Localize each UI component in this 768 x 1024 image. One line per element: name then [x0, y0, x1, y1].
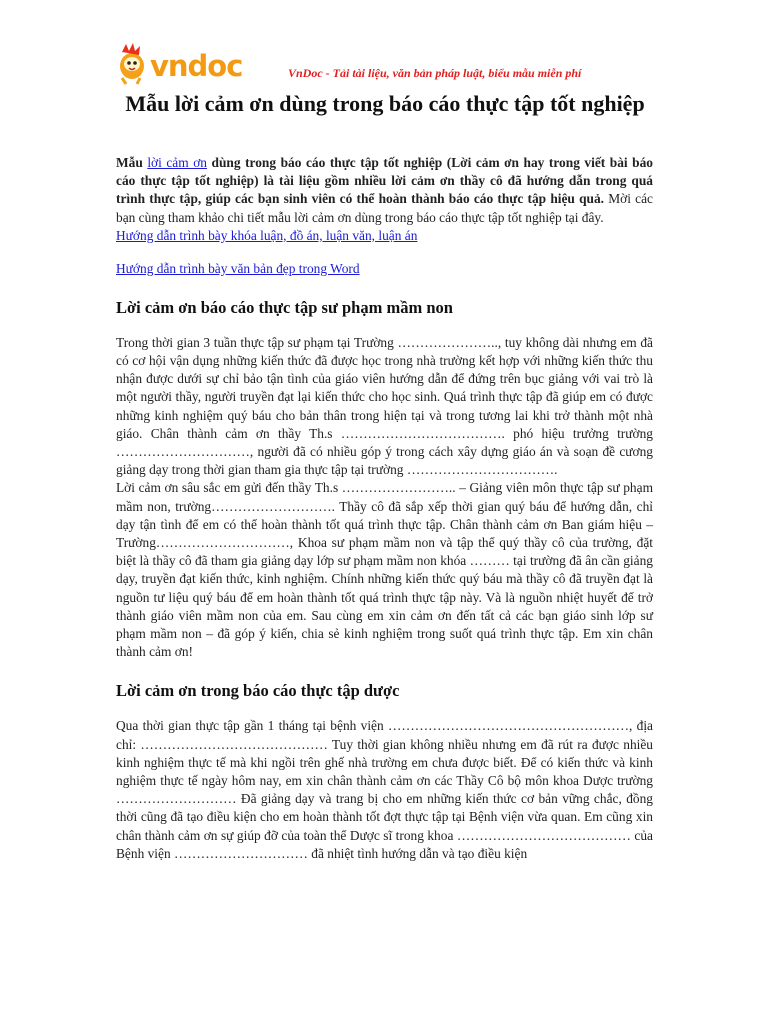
site-tagline: VnDoc - Tải tài liệu, văn bản pháp luật, biểu mẫu miễn phí — [288, 66, 582, 80]
intro-text: Mời các bạn cùng tham khảo chi tiết mẫu lời cảm ơn dùng trong báo cáo thực tập tốt nghiệp tại đây. — [116, 191, 653, 225]
section-heading-preschool: Lời cảm ơn báo cáo thực tập sư phạm mầm non — [116, 297, 453, 317]
section-heading-pharmacy: Lời cảm ơn trong báo cáo thực tập dược — [116, 681, 400, 701]
related-link-row — [116, 260, 653, 278]
page-header — [116, 42, 656, 86]
section-paragraph: Lời cảm ơn sâu sắc em gửi đến thầy Th.s …………………….. – Giảng viên môn thực tập sư phạm mầm non, trường………………………. Thầy cô đã sắp xếp thời gian quý báu để hướng dẫn, chỉ dạy tận tình để em có thể hoàn thành tốt quá trình thực tập. Chân thành cảm ơn Ban giám hiệu – Trường…………………………, Khoa sư phạm mầm non và tập thể quý thầy cô của trường, đặt biệt là thầy cô đã tham gia giảng dạy lớp sư phạm mầm non khóa ……… tại trường đã ân cần giảng dạy, truyền đạt kiến thức, kinh nghiệm. Chính những kiến thức quý báu mà thầy cô đã truyền đạt là nguồn tư liệu quý báu để em hoàn thành tốt quá trình thực tập này. Và là nguồn nhiệt huyết để trở thành giáo viên mầm non của em. Sau cùng em xin cảm ơn đến tất cả các bạn giáo sinh lớp sư phạm mầm non – đã góp ý kiến, chia sẻ kinh nghiệm trong suốt quá trình thực tập. Em xin chân thành cảm ơn! — [116, 480, 653, 660]
svg-text:vndoc: vndoc — [150, 49, 243, 83]
vndoc-logo — [116, 42, 266, 86]
section-paragraph: Trong thời gian 3 tuần thực tập sư phạm tại Trường ………………….., tuy không dài nhưng em đã có cơ hội vận dụng những kiến thức đã được học trong nhà trường kết hợp với những kiến thức thu nhận được dưới sự chỉ bảo tận tình của giáo viên hướng dẫn để đứng trên bục giảng với vai trò là một người thầy, người truyền đạt lại kiến thức cho học sinh. Quá trình thực tập đã giúp em có được những kinh nghiệm quý báu cho bản thân trong hiện tại và trong tương lai khi trở thành một nhà giáo. Chân thành cảm ơn thầy Th.s ………………………………. phó hiệu trưởng trường …………………………, người đã có nhiều góp ý trong cách xây dựng giáo án và soạn đề cương giảng dạy trong thời gian tham gia thực tập tại trường ……………………………. — [116, 334, 653, 478]
section-paragraph: Qua thời gian thực tập gần 1 tháng tại bệnh viện ………………………………………………, địa chỉ: …………………………………… Tuy thời gian không nhiều nhưng em đã rút ra được nhiều kinh nghiệm thực tế mà khi ngồi trên ghế nhà trường em chưa được biết. Để có kiến thức và kinh nghiệm thực tế ngày hôm nay, em xin chân thành cảm ơn các Thầy Cô bộ môn khoa Dược trường ……………………… Đã giảng dạy và trang bị cho em những kiến thức cơ bản vững chắc, đồng thời cũng đã tạo điều kiện cho em hoàn thành tốt đợt thực tập tại Bệnh viện vừa quan. Em cũng xin chân thành cảm ơn sự giúp đỡ của toàn thể Dược sĩ trong khoa ………………………………… của Bệnh viện ………………………… đã nhiệt tình hướng dẫn và tạo điều kiện — [116, 718, 653, 861]
intro-lead: Mẫu — [116, 155, 148, 170]
intro-paragraph — [116, 154, 653, 227]
intro-bold-text: dùng trong báo cáo thực tập tốt nghiệp (Lời cảm ơn hay trong viết bài báo cáo thực tập tốt nghiệp) là tài liệu gồm nhiều lời cảm ơn thầy cô đã hướng dẫn trong quá trình thực tập, giúp các bạn sinh viên có thể hoàn thành báo cáo thực tập hiệu quả. — [116, 155, 653, 207]
document-body — [116, 154, 653, 863]
related-link-word[interactable]: Hướng dẫn trình bày văn bản đẹp trong Word — [116, 260, 360, 276]
intro-link[interactable]: lời cảm ơn — [147, 155, 207, 170]
related-link-row — [116, 227, 653, 245]
related-link-thesis[interactable]: Hướng dẫn trình bày khóa luận, đồ án, luận văn, luận án — [116, 227, 418, 243]
document-title: Mẫu lời cảm ơn dùng trong báo cáo thực tập tốt nghiệp — [125, 91, 645, 116]
